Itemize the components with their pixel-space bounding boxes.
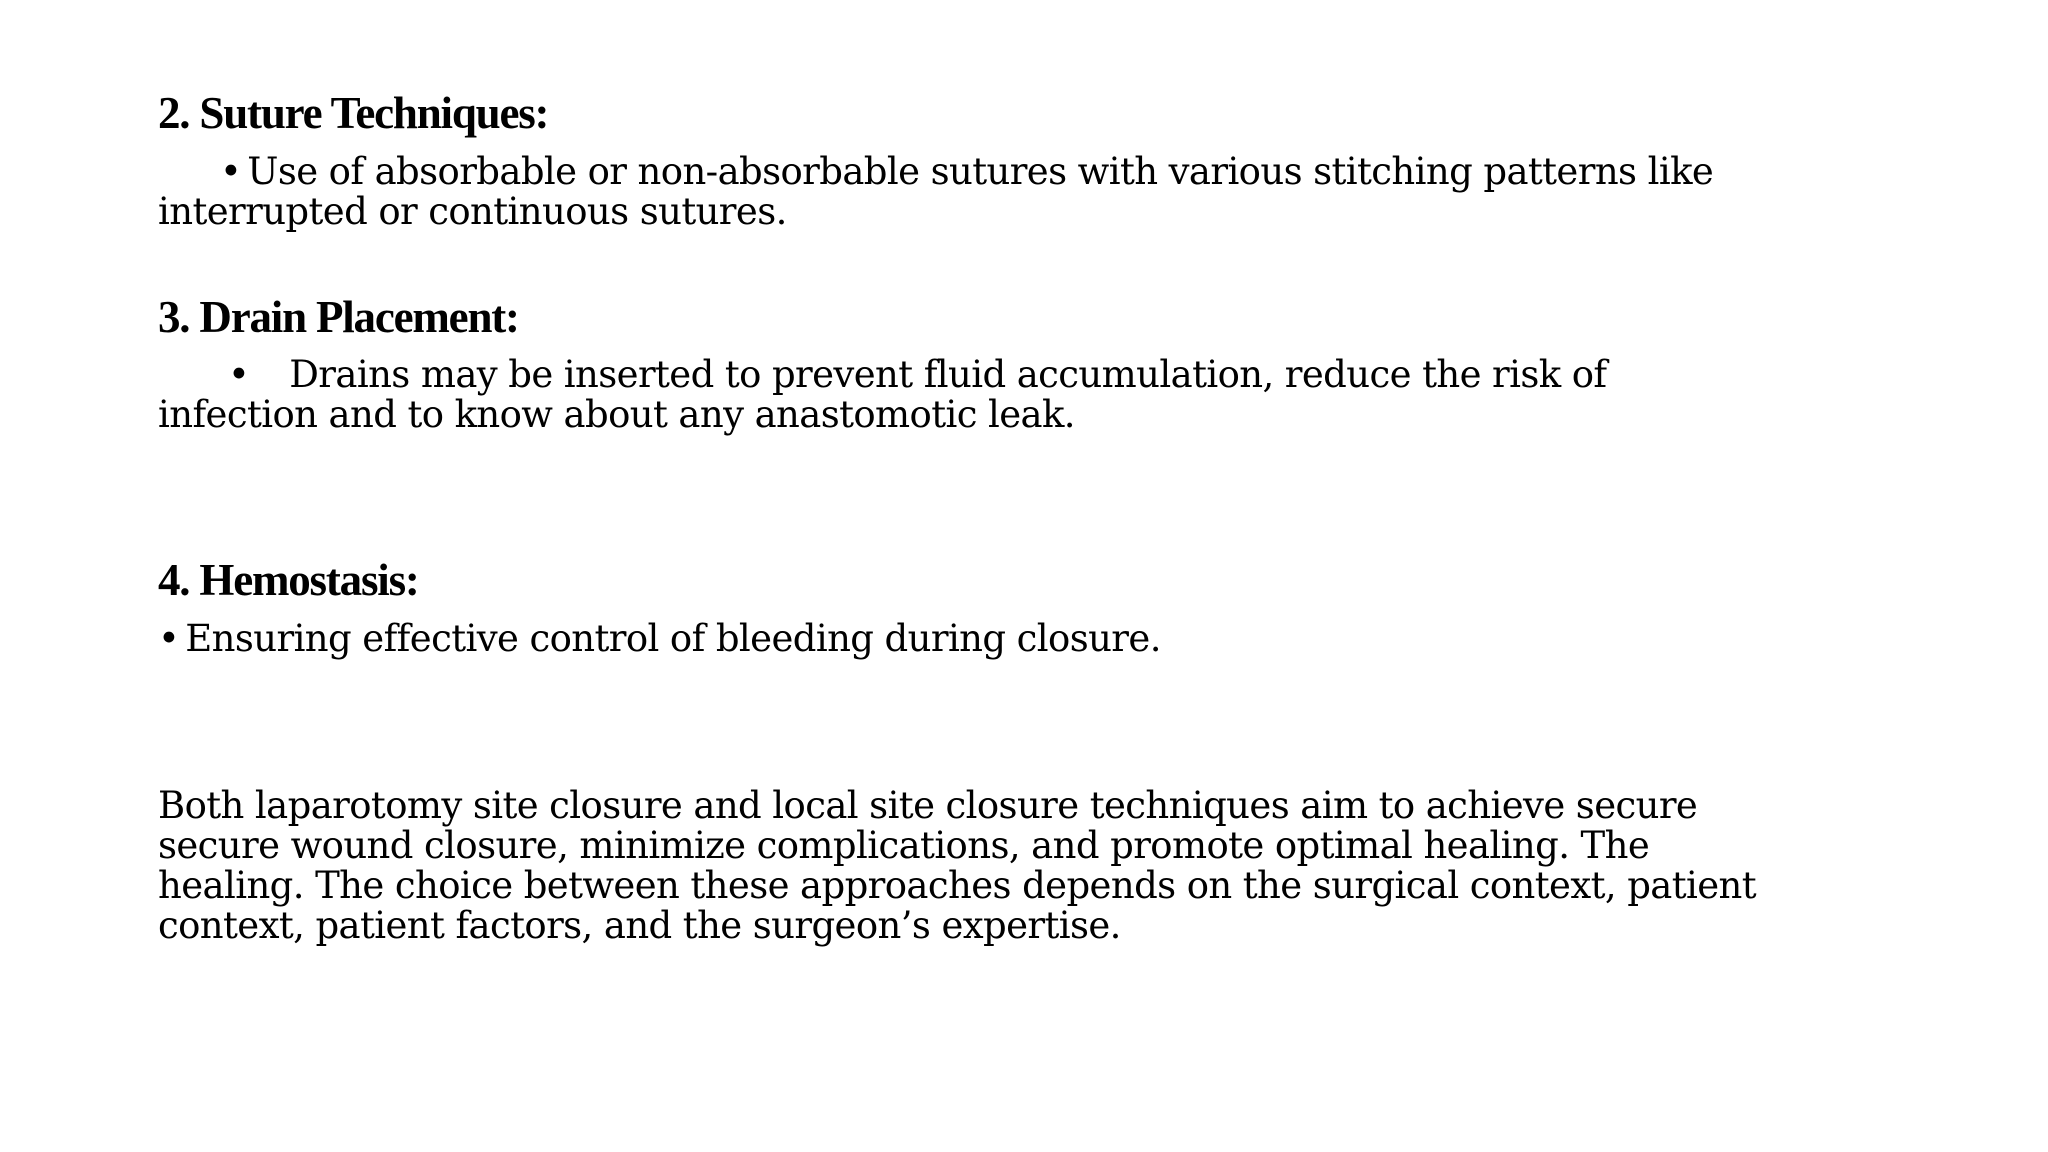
drain-bullet-line-1-text: Drains may be inserted to prevent fluid accumulation, reduce the risk of bbox=[289, 353, 1607, 396]
hemostasis-bullet-line-1-text: Ensuring effective control of bleeding during closure. bbox=[185, 617, 1161, 660]
heading-hemostasis: 4. Hemostasis: bbox=[158, 555, 419, 605]
heading-drain-placement: 3. Drain Placement: bbox=[158, 292, 519, 342]
drain-bullet-line-2: infection and to know about any anastomotic leak. bbox=[158, 393, 1075, 436]
conclusion-line: secure wound closure, minimize complications, and promote optimal healing. The bbox=[158, 824, 1650, 867]
heading-suture-techniques: 2. Suture Techniques: bbox=[158, 88, 549, 138]
suture-bullet-line-1 bbox=[158, 152, 1713, 192]
hemostasis-bullet-line-1 bbox=[158, 619, 1161, 659]
suture-bullet-line-2: interrupted or continuous sutures. bbox=[158, 190, 787, 233]
hemostasis-bullet-text bbox=[158, 619, 1161, 659]
drain-bullet-line-1 bbox=[158, 355, 1607, 395]
conclusion-line: Both laparotomy site closure and local site closure techniques aim to achieve secure bbox=[158, 784, 1698, 827]
conclusion-line: context, patient factors, and the surgeon’s expertise. bbox=[158, 904, 1121, 947]
suture-bullet-line-1-text: Use of absorbable or non-absorbable sutures with various stitching patterns like bbox=[247, 150, 1714, 193]
bullet-icon: • bbox=[158, 617, 180, 660]
bullet-icon: • bbox=[228, 353, 250, 396]
conclusion-paragraph bbox=[158, 786, 1756, 946]
suture-bullet-text bbox=[158, 152, 1713, 232]
drain-bullet-text bbox=[158, 355, 1607, 435]
conclusion-line: healing. The choice between these approaches depends on the surgical context, patient bbox=[158, 864, 1757, 907]
bullet-icon: • bbox=[220, 150, 242, 193]
